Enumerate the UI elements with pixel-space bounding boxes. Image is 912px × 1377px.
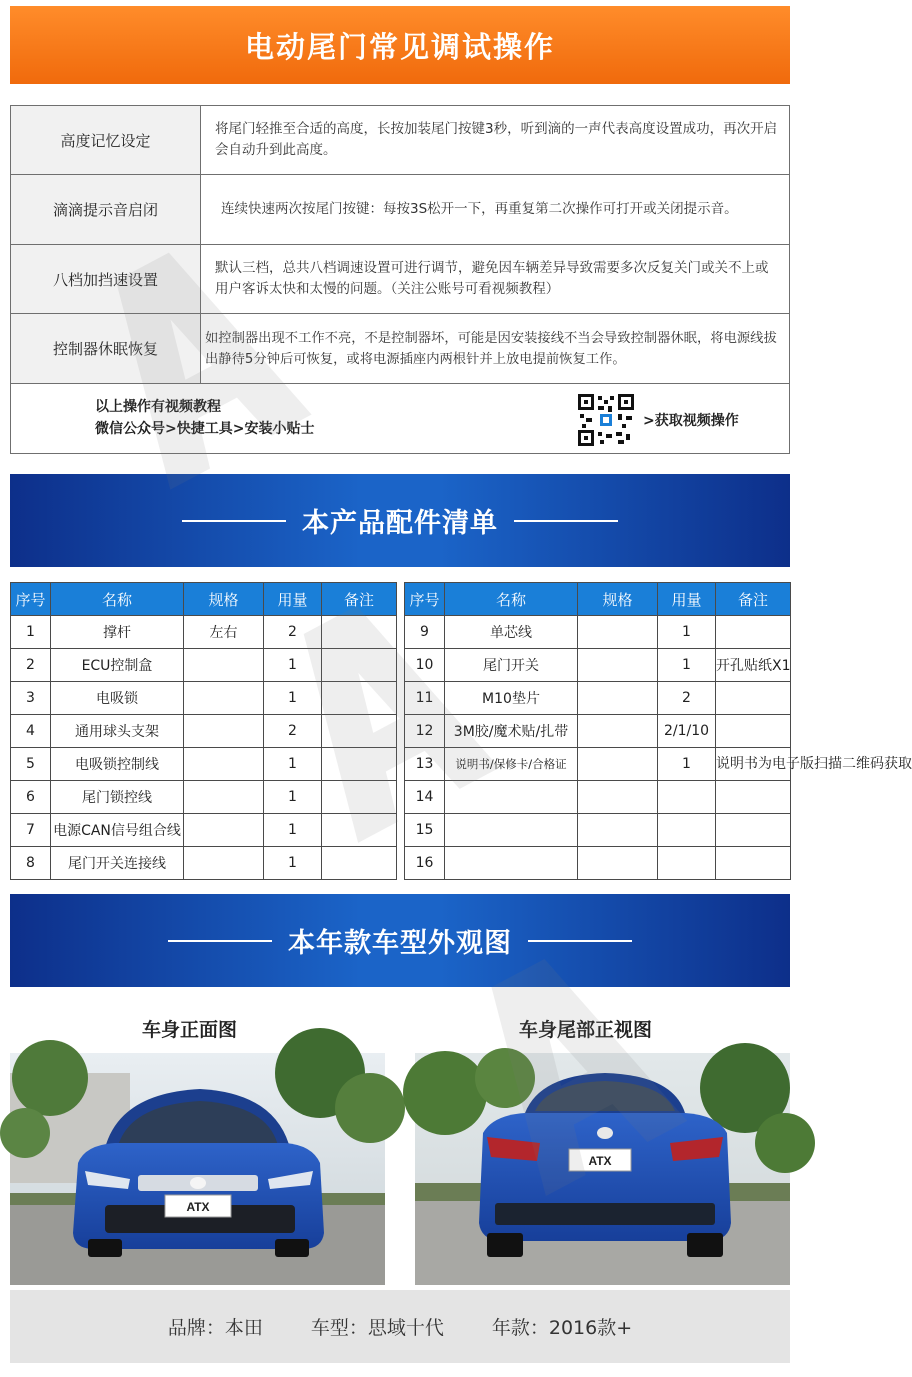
cell-note [322, 781, 397, 814]
cell-no: 4 [11, 715, 51, 748]
cell-name: 3M胶/魔术贴/扎带 [445, 715, 578, 748]
cell-name: 电吸锁控制线 [51, 748, 184, 781]
cell-name: 撑杆 [51, 616, 184, 649]
vehicle-year: 年款：2016款+ [491, 1317, 633, 1339]
table-header-row [11, 583, 397, 616]
cell-spec [578, 715, 658, 748]
cell-note [322, 847, 397, 880]
cell-qty: 2 [658, 682, 716, 715]
operation-row [11, 314, 789, 384]
col-header-no: 序号 [11, 583, 51, 616]
cell-name [445, 847, 578, 880]
parts-table-right [404, 582, 912, 880]
table-row [405, 847, 791, 880]
table-header-row [405, 583, 791, 616]
cell-no: 13 [405, 748, 445, 781]
table-row [11, 781, 397, 814]
cell-name: 电吸锁 [51, 682, 184, 715]
appearance-section-title: 本年款车型外观图 [288, 928, 512, 959]
col-header-name: 名称 [445, 583, 578, 616]
cell-no: 10 [405, 649, 445, 682]
tutorial-text [95, 396, 314, 440]
cell-spec: 左右 [184, 616, 264, 649]
table-row [405, 616, 791, 649]
cell-note [322, 682, 397, 715]
cell-name: 尾门开关 [445, 649, 578, 682]
cell-note [716, 814, 791, 847]
cell-note [716, 616, 791, 649]
cell-qty: 1 [264, 847, 322, 880]
vehicle-brand: 品牌：本田 [167, 1317, 263, 1339]
cell-no: 12 [405, 715, 445, 748]
col-header-no: 序号 [405, 583, 445, 616]
table-row [11, 748, 397, 781]
col-header-note: 备注 [716, 583, 791, 616]
cell-spec [578, 814, 658, 847]
cell-name: ECU控制盒 [51, 649, 184, 682]
rear-photo-caption: 车身尾部正视图 [519, 1019, 653, 1041]
banner-line-left [168, 940, 272, 942]
cell-name: 尾门开关连接线 [51, 847, 184, 880]
rear-car-illustration [415, 1053, 790, 1285]
operation-label: 高度记忆设定 [11, 106, 201, 174]
operations-table [10, 105, 790, 454]
cell-note [716, 682, 791, 715]
table-row [405, 682, 791, 715]
header-bar [10, 6, 790, 84]
table-row [11, 649, 397, 682]
table-row [405, 748, 791, 781]
parts-section-banner [10, 474, 790, 567]
cell-note [322, 649, 397, 682]
operation-label: 八档加挡速设置 [11, 245, 201, 313]
table-row [11, 814, 397, 847]
cell-qty: 1 [264, 748, 322, 781]
rear-car-photo [415, 1053, 790, 1285]
tutorial-line-1: 以上操作有视频教程 [95, 399, 221, 415]
cell-note [322, 814, 397, 847]
cell-qty: 1 [658, 616, 716, 649]
cell-qty: 2/1/10 [658, 715, 716, 748]
cell-note [322, 616, 397, 649]
col-header-note: 备注 [322, 583, 397, 616]
cell-spec [578, 748, 658, 781]
cell-name [445, 814, 578, 847]
operation-row [11, 106, 789, 175]
cell-no: 1 [11, 616, 51, 649]
cell-spec [184, 814, 264, 847]
cell-spec [184, 847, 264, 880]
cell-spec [578, 616, 658, 649]
col-header-spec: 规格 [184, 583, 264, 616]
operation-label: 控制器休眠恢复 [11, 314, 201, 383]
table-row [11, 847, 397, 880]
operation-desc: 如控制器出现不工作不亮，不是控制器坏，可能是因安装接线不当会导致控制器休眠，将电源线拔出静待5分钟后可恢复，或将电源插座内两根针并上放电提前恢复工作。 [205, 330, 777, 367]
cell-spec [184, 682, 264, 715]
table-row [405, 715, 791, 748]
cell-no: 2 [11, 649, 51, 682]
vehicle-model: 车型：思域十代 [310, 1317, 444, 1339]
table-row [11, 616, 397, 649]
cell-qty: 1 [264, 781, 322, 814]
cell-note [716, 715, 791, 748]
cell-name: 尾门锁控线 [51, 781, 184, 814]
cell-note [322, 715, 397, 748]
front-car-photo [10, 1053, 385, 1285]
cell-qty [658, 847, 716, 880]
table-row [11, 715, 397, 748]
cell-qty: 2 [264, 616, 322, 649]
col-header-spec: 规格 [578, 583, 658, 616]
col-header-qty: 用量 [264, 583, 322, 616]
banner-line-right [528, 940, 632, 942]
cell-qty [658, 814, 716, 847]
front-car-illustration [10, 1053, 385, 1285]
tutorial-line-2: 微信公众号>快捷工具>安装小贴士 [95, 421, 315, 437]
cell-note: 说明书为电子版扫描二维码获取 [716, 748, 791, 781]
operation-row [11, 175, 789, 245]
cell-qty: 1 [658, 649, 716, 682]
cell-spec [578, 682, 658, 715]
qr-code-icon[interactable] [578, 394, 634, 446]
cell-qty: 2 [264, 715, 322, 748]
cell-spec [184, 748, 264, 781]
cell-qty: 1 [264, 649, 322, 682]
cell-spec [578, 847, 658, 880]
cell-spec [578, 649, 658, 682]
vehicle-info-bar [10, 1290, 790, 1363]
cell-no: 7 [11, 814, 51, 847]
page-title: 电动尾门常见调试操作 [244, 29, 555, 64]
banner-line-right [514, 520, 618, 522]
cell-no: 3 [11, 682, 51, 715]
cell-no: 11 [405, 682, 445, 715]
cell-no: 9 [405, 616, 445, 649]
col-header-name: 名称 [51, 583, 184, 616]
cell-qty [658, 781, 716, 814]
operation-label: 滴滴提示音启闭 [11, 175, 201, 244]
cell-note: 开孔贴纸X1 [716, 649, 791, 682]
cell-no: 14 [405, 781, 445, 814]
cell-name: 通用球头支架 [51, 715, 184, 748]
cell-no: 5 [11, 748, 51, 781]
front-plate-text: ATX [186, 1200, 210, 1214]
qr-label: >获取视频操作 [643, 413, 739, 429]
operation-row [11, 245, 789, 314]
table-row [405, 649, 791, 682]
cell-note [716, 847, 791, 880]
col-header-qty: 用量 [658, 583, 716, 616]
operation-desc: 将尾门轻推至合适的高度，长按加装尾门按键3秒，听到滴的一声代表高度设置成功，再次开启会自动升到此高度。 [215, 121, 778, 158]
cell-spec [184, 781, 264, 814]
rear-plate-text: ATX [588, 1154, 612, 1168]
cell-no: 16 [405, 847, 445, 880]
table-row [405, 781, 791, 814]
cell-name: M10垫片 [445, 682, 578, 715]
front-photo-caption: 车身正面图 [142, 1019, 238, 1041]
parts-section-title: 本产品配件清单 [302, 508, 498, 539]
cell-spec [184, 649, 264, 682]
cell-spec [578, 781, 658, 814]
cell-name: 单芯线 [445, 616, 578, 649]
cell-name: 电源CAN信号组合线 [51, 814, 184, 847]
appearance-section-banner [10, 894, 790, 987]
cell-qty: 1 [658, 748, 716, 781]
cell-no: 6 [11, 781, 51, 814]
parts-table-left [10, 582, 397, 880]
operation-desc: 连续快速两次按尾门按键：每按3S松开一下，再重复第二次操作可打开或关闭提示音。 [221, 201, 738, 217]
table-row [405, 814, 791, 847]
cell-no: 15 [405, 814, 445, 847]
cell-note [716, 781, 791, 814]
table-row [11, 682, 397, 715]
banner-line-left [182, 520, 286, 522]
operation-desc: 默认三档，总共八档调速设置可进行调节，避免因车辆差异导致需要多次反复关门或关不上或用户客诉太快和太慢的问题。（关注公账号可看视频教程） [215, 260, 769, 297]
cell-spec [184, 715, 264, 748]
tutorial-footer [11, 384, 789, 453]
cell-name [445, 781, 578, 814]
cell-qty: 1 [264, 814, 322, 847]
cell-no: 8 [11, 847, 51, 880]
cell-name: 说明书/保修卡/合格证 [445, 748, 578, 781]
cell-note [322, 748, 397, 781]
cell-qty: 1 [264, 682, 322, 715]
